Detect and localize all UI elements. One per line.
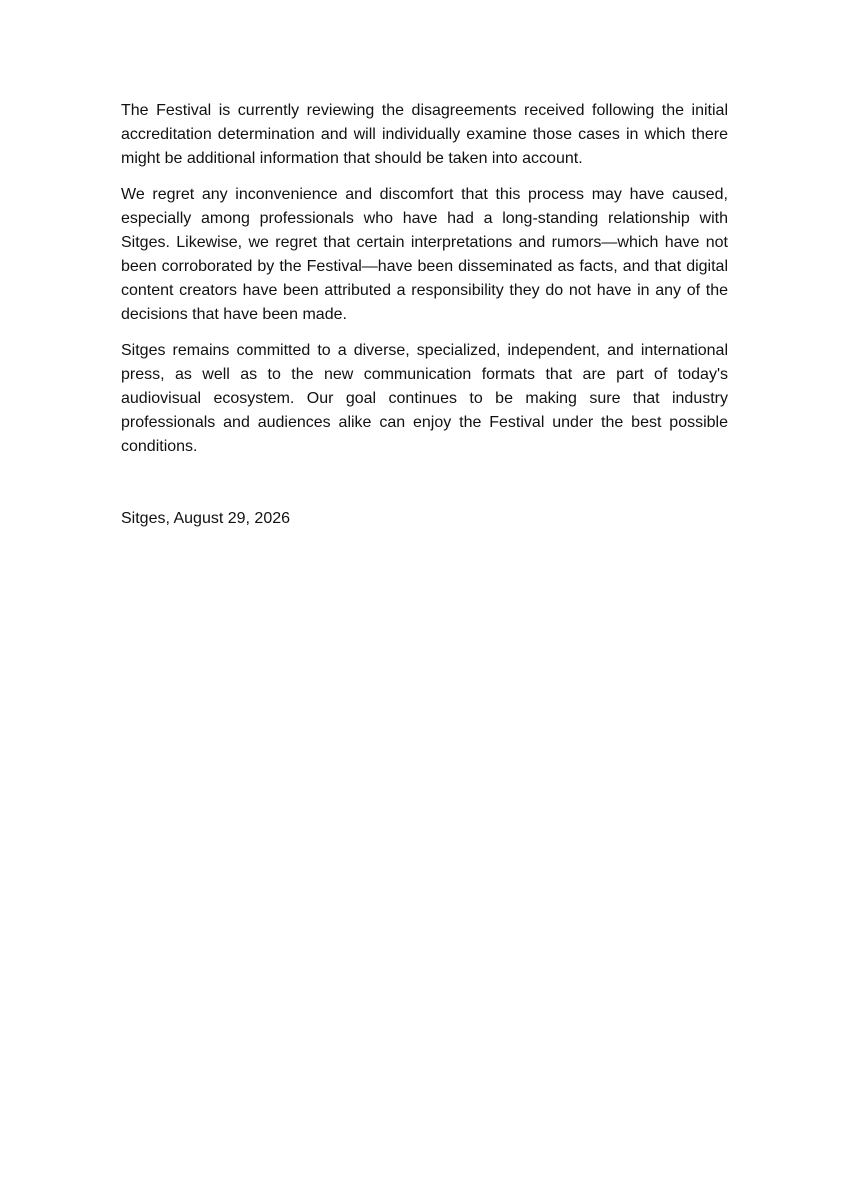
place-and-date: Sitges, August 29, 2026 (121, 510, 291, 527)
paragraph-review: The Festival is currently reviewing the disagreements received following the initial accreditation determination and will individually examine those cases in which there might be additional information that should be taken into account. (121, 102, 728, 167)
paragraph-commitment: Sitges remains committed to a diverse, specialized, independent, and international press, as well as to the new communication formats that are part of today's audiovisual ecosystem. Our goal continues to be making sure that industry professionals and audiences alike can enjoy the Festival under the best possible conditions. (121, 342, 728, 455)
paragraph-regret: We regret any inconvenience and discomfort that this process may have caused, especially among professionals who have had a long-standing relationship with Sitges. Likewise, we regret that certain interpretations and rumors—which have not been corroborated by the Festival—have been disseminated as facts, and that digital content creators have been attributed a responsibility they do not have in any of the decisions that have been made. (121, 186, 728, 323)
document-body (121, 99, 728, 531)
